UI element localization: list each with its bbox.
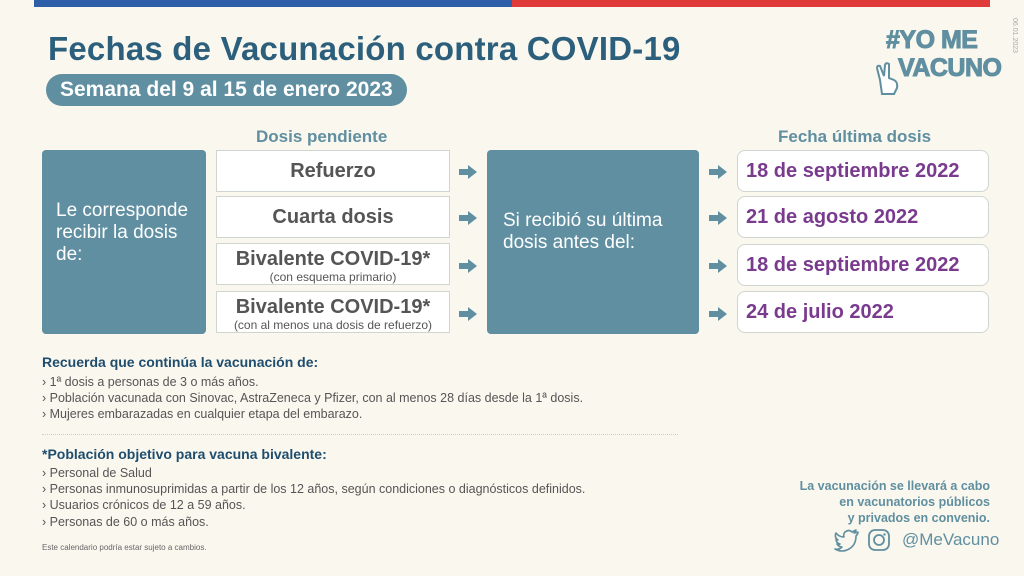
list-item: › Mujeres embarazadas en cualquier etapa del embarazo. xyxy=(42,407,363,421)
list-item: › Personas inmunosuprimidas a partir de los 12 años, según condiciones o diagnósticos definidos. xyxy=(42,482,586,496)
social-handle[interactable]: @MeVacuno xyxy=(902,530,1000,549)
page-title: Fechas de Vacunación contra COVID-19 xyxy=(48,30,681,67)
middle-info-box: Si recibió su última dosis antes del: xyxy=(487,150,699,334)
reminder-title: Recuerda que continúa la vacunación de: xyxy=(42,354,319,370)
arrow-right-icon xyxy=(709,165,727,179)
date-row-3: 18 de septiembre 2022 xyxy=(737,244,989,286)
arrow-right-icon xyxy=(459,259,477,273)
date-stamp: 06.01.2023 xyxy=(1011,18,1018,54)
date-row-2: 21 de agosto 2022 xyxy=(737,196,989,238)
header-date: Fecha última dosis xyxy=(778,127,932,146)
dose-row-2: Cuarta dosis xyxy=(216,196,450,238)
instagram-icon[interactable] xyxy=(866,528,892,552)
dose-row-1: Refuerzo xyxy=(216,150,450,192)
date-row-4: 24 de julio 2022 xyxy=(737,291,989,333)
vaccination-note: La vacunación se llevará a cabo en vacunatorios públicos y privados en convenio. xyxy=(799,479,990,525)
social-links xyxy=(834,528,999,552)
arrow-right-icon xyxy=(459,307,477,321)
top-color-bar xyxy=(34,0,990,7)
arrow-right-icon xyxy=(709,307,727,321)
bivalent-title: *Población objetivo para vacuna bivalente: xyxy=(42,446,327,462)
yo-me-vacuno-logo: #YO ME VACUNO xyxy=(872,24,984,104)
disclaimer: Este calendario podría estar sujeto a cambios. xyxy=(42,543,207,552)
dose-row-3: Bivalente COVID-19* (con esquema primario) xyxy=(216,243,450,285)
list-item: › Población vacunada con Sinovac, AstraZeneca y Pfizer, con al menos 28 días desde la 1ª dosis. xyxy=(42,391,584,405)
header-dose: Dosis pendiente xyxy=(256,127,388,146)
week-badge: Semana del 9 al 15 de enero 2023 xyxy=(46,74,407,106)
date-row-1: 18 de septiembre 2022 xyxy=(737,150,989,192)
list-item: › Usuarios crónicos de 12 a 59 años. xyxy=(42,498,246,512)
dose-row-4: Bivalente COVID-19* (con al menos una dosis de refuerzo) xyxy=(216,291,450,333)
list-item: › 1ª dosis a personas de 3 o más años. xyxy=(42,375,259,389)
list-item: › Personal de Salud xyxy=(42,466,152,480)
twitter-icon[interactable] xyxy=(834,528,860,552)
arrow-right-icon xyxy=(709,259,727,273)
arrow-right-icon xyxy=(459,211,477,225)
arrow-right-icon xyxy=(459,165,477,179)
left-info-box: Le corresponde recibir la dosis de: xyxy=(42,150,206,334)
divider xyxy=(42,434,678,435)
arrow-right-icon xyxy=(709,211,727,225)
peace-hand-icon xyxy=(874,62,904,96)
list-item: › Personas de 60 o más años. xyxy=(42,515,209,529)
